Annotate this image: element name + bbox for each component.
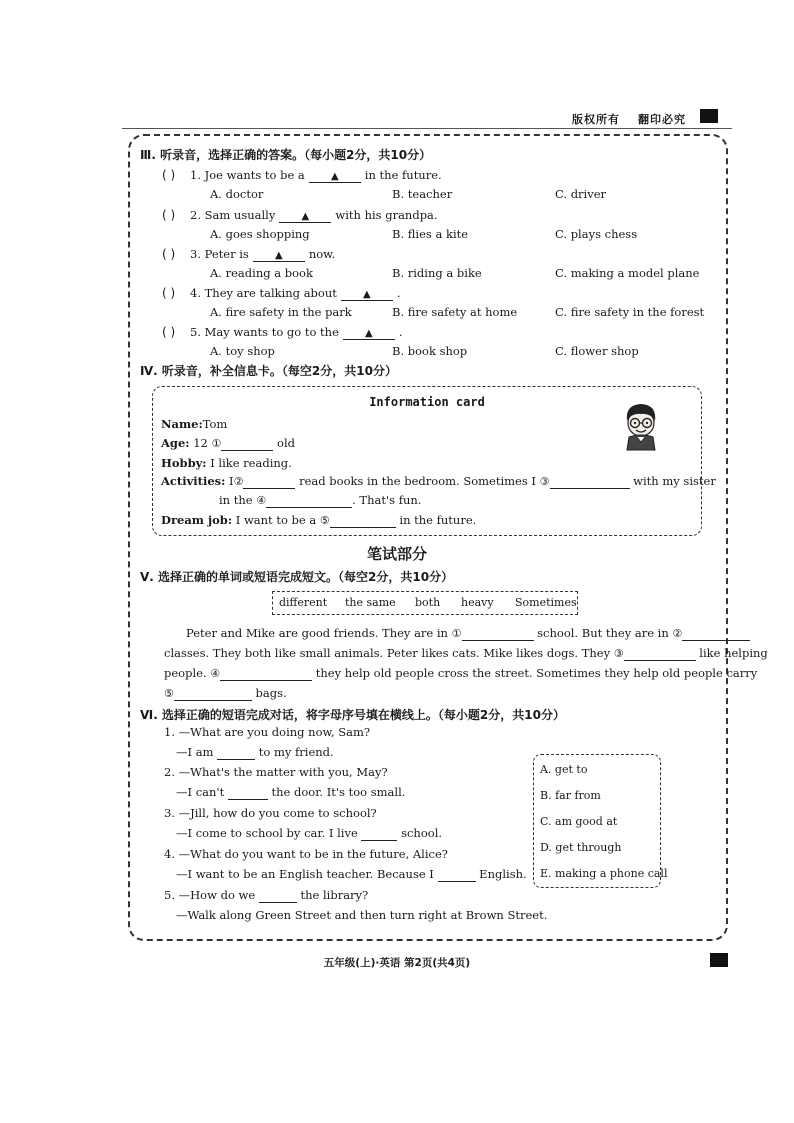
written-part-title: 笔试部分 (366, 545, 427, 563)
information-card (152, 386, 716, 536)
question-3 (190, 247, 335, 262)
question-text: in the future. (364, 168, 442, 182)
passage-text: people. (164, 666, 207, 680)
question-2 (190, 208, 438, 223)
question-text: 3. Peter is (190, 247, 249, 261)
triangle-icon: ▲ (365, 328, 373, 339)
answer-blank[interactable] (259, 888, 297, 903)
option-b: B. riding a bike (392, 266, 482, 280)
dream-pre: I want to be a (235, 513, 317, 527)
triangle-blank (309, 168, 361, 183)
dialog-q2: 2. —What's the matter with you, May? (164, 765, 388, 779)
copyright-text: 版权所有 (572, 113, 620, 126)
option-a: A. reading a book (210, 266, 313, 280)
option-a: A. doctor (210, 187, 264, 201)
option-c: C. plays chess (555, 227, 638, 241)
phrase-options-box (533, 754, 668, 888)
question-text: . (398, 325, 403, 339)
dialog-text: —I am (176, 745, 214, 759)
piracy-text: 翻印必究 (638, 113, 686, 126)
activities2-pre: in the (219, 493, 253, 507)
corner-marker (700, 109, 718, 123)
passage-text: classes. They both like small animals. Peter likes cats. Mike likes dogs. They (164, 646, 611, 660)
age-value: 12 (193, 436, 208, 450)
card-dream-line (161, 513, 476, 528)
dialog-text: —I can't (176, 785, 225, 799)
answer-paren[interactable]: ( ) (162, 286, 176, 300)
triangle-icon: ▲ (301, 211, 310, 222)
answer-paren[interactable]: ( ) (162, 208, 176, 222)
answer-blank-4[interactable] (266, 493, 352, 508)
triangle-icon: ▲ (330, 171, 339, 182)
dialog-q1: 1. —What are you doing now, Sam? (164, 725, 371, 739)
triangle-icon: ▲ (274, 250, 283, 261)
answer-blank[interactable] (228, 785, 268, 800)
blank-number: ⑤ (164, 687, 174, 700)
dream-label: Dream job: (161, 513, 233, 527)
activities-label: Activities: (161, 474, 226, 488)
dialog-text: —I come to school by car. I live (176, 826, 358, 840)
option-b: B. teacher (392, 187, 453, 201)
question-text: 5. May wants to go to the (190, 325, 339, 339)
triangle-blank (341, 286, 393, 301)
header-copyright (572, 111, 704, 127)
card-activities-line (161, 474, 716, 489)
triangle-icon: ▲ (363, 289, 371, 300)
dialog-q4: 4. —What do you want to be in the future, Alice? (164, 847, 448, 861)
age-post: old (277, 436, 295, 450)
section3-title: Ⅲ. 听录音，选择正确的答案。（每小题2分，共10分） (140, 148, 432, 162)
phrase-option: A. get to (540, 763, 588, 776)
activities2-post: . That's fun. (352, 493, 422, 507)
phrase-option: D. get through (540, 841, 622, 854)
triangle-blank (279, 208, 331, 223)
answer-blank[interactable] (438, 867, 476, 882)
dialog-text: to my friend. (258, 745, 334, 759)
blank-number: ① (451, 627, 462, 640)
word-option: Sometimes (515, 596, 577, 609)
section5-title: Ⅴ. 选择正确的单词或短语完成短文。（每空2分，共10分） (140, 570, 454, 584)
section4-title: Ⅳ. 听录音，补全信息卡。（每空2分，共10分） (140, 364, 397, 378)
question-text: 2. Sam usually (190, 208, 276, 222)
boy-avatar-icon (619, 401, 663, 451)
word-bank (272, 591, 578, 615)
card-title: Information card (369, 395, 485, 409)
passage-text: like helping (699, 646, 768, 660)
dialog-a5: —Walk along Green Street and then turn right at Brown Street. (176, 908, 548, 922)
dialog-a4 (176, 867, 527, 882)
question-text: now. (308, 247, 336, 261)
phrase-option: C. am good at (540, 815, 618, 828)
passage-text: Peter and Mike are good friends. They are in (186, 626, 448, 640)
name-value: Tom (202, 417, 228, 431)
phrase-option: E. making a phone call (540, 867, 668, 880)
blank-number-2: ② (233, 475, 244, 488)
passage-line-4 (164, 686, 287, 701)
blank-number: ④ (210, 667, 221, 680)
header-divider (122, 128, 732, 129)
dialog-a1 (176, 745, 334, 760)
passage-text: bags. (255, 686, 287, 700)
option-c: C. driver (555, 187, 607, 201)
blank-number-4: ④ (256, 494, 267, 507)
answer-blank-2[interactable] (243, 474, 295, 489)
hobby-value: I like reading. (210, 456, 292, 470)
dialog-text: the library? (300, 888, 369, 902)
answer-blank-3[interactable] (550, 474, 630, 489)
option-b: B. book shop (392, 344, 468, 358)
option-a: A. goes shopping (210, 227, 310, 241)
passage-line-2 (164, 646, 768, 661)
dialog-text: the door. It's too small. (271, 785, 406, 799)
page-footer: 五年级(上)·英语 第2页(共4页) (323, 957, 471, 969)
passage-text: school. But they are in (537, 626, 669, 640)
word-option: the same (345, 596, 396, 609)
corner-marker (710, 953, 728, 967)
option-b: B. fire safety at home (392, 305, 518, 319)
dialog-text: 5. —How do we (164, 888, 256, 902)
question-text: 4. They are talking about (190, 286, 337, 300)
option-c: C. fire safety in the forest (555, 305, 705, 319)
dialog-text: school. (401, 826, 443, 840)
option-a: A. fire safety in the park (210, 305, 352, 319)
question-text: 1. Joe wants to be a (190, 168, 305, 182)
phrase-option: B. far from (540, 789, 601, 802)
passage-line-1 (186, 626, 750, 641)
option-c: C. making a model plane (555, 266, 700, 280)
dialog-a3 (176, 826, 442, 841)
answer-blank[interactable] (220, 666, 312, 681)
blank-number: ③ (613, 647, 624, 660)
section6-title: Ⅵ. 选择正确的短语完成对话，将字母序号填在横线上。（每小题2分，共10分） (140, 708, 565, 722)
word-option: different (279, 596, 328, 609)
answer-blank[interactable] (174, 686, 252, 701)
blank-number: ② (672, 627, 683, 640)
name-label: Name: (161, 417, 203, 431)
triangle-blank (343, 325, 395, 340)
word-option: heavy (461, 596, 494, 609)
answer-blank-1[interactable] (221, 436, 273, 451)
passage-text: they help old people cross the street. Sometimes they help old people carry (315, 666, 758, 680)
option-a: A. toy shop (210, 344, 275, 358)
card-hobby-line (161, 456, 292, 470)
option-c: C. flower shop (555, 344, 639, 358)
option-b: B. flies a kite (392, 227, 469, 241)
card-name-line (161, 417, 227, 431)
activities-pre: I (229, 474, 234, 488)
word-option: both (415, 596, 441, 609)
passage-line-3 (164, 666, 757, 681)
dialog-a2 (176, 785, 405, 800)
dialog-text: English. (479, 867, 527, 881)
answer-blank[interactable] (217, 745, 255, 760)
dialog-q5 (164, 888, 368, 903)
question-5 (190, 325, 403, 340)
dialog-text: —I want to be an English teacher. Because I (176, 867, 434, 881)
blank-number-5: ⑤ (319, 514, 330, 527)
card-activities-line2 (219, 493, 421, 508)
answer-blank[interactable] (624, 646, 696, 661)
card-age-line (161, 436, 295, 451)
triangle-blank (253, 247, 305, 262)
dialog-q3: 3. —Jill, how do you come to school? (164, 806, 377, 820)
dream-post: in the future. (399, 513, 477, 527)
answer-blank[interactable] (462, 626, 534, 641)
hobby-label: Hobby: (161, 456, 207, 470)
question-1 (190, 168, 442, 183)
answer-paren[interactable]: ( ) (162, 247, 176, 261)
answer-paren[interactable]: ( ) (162, 325, 176, 339)
answer-blank[interactable] (682, 626, 750, 641)
answer-blank[interactable] (361, 826, 397, 841)
answer-paren[interactable]: ( ) (162, 168, 176, 182)
activities-mid: read books in the bedroom. Sometimes I (299, 474, 536, 488)
blank-number-3: ③ (539, 475, 550, 488)
activities-post: with my sister (633, 474, 716, 488)
question-text: with his grandpa. (335, 208, 438, 222)
blank-number-1: ① (211, 437, 222, 450)
question-text: . (396, 286, 401, 300)
question-4 (190, 286, 401, 301)
age-label: Age: (161, 436, 190, 450)
answer-blank-5[interactable] (330, 513, 396, 528)
